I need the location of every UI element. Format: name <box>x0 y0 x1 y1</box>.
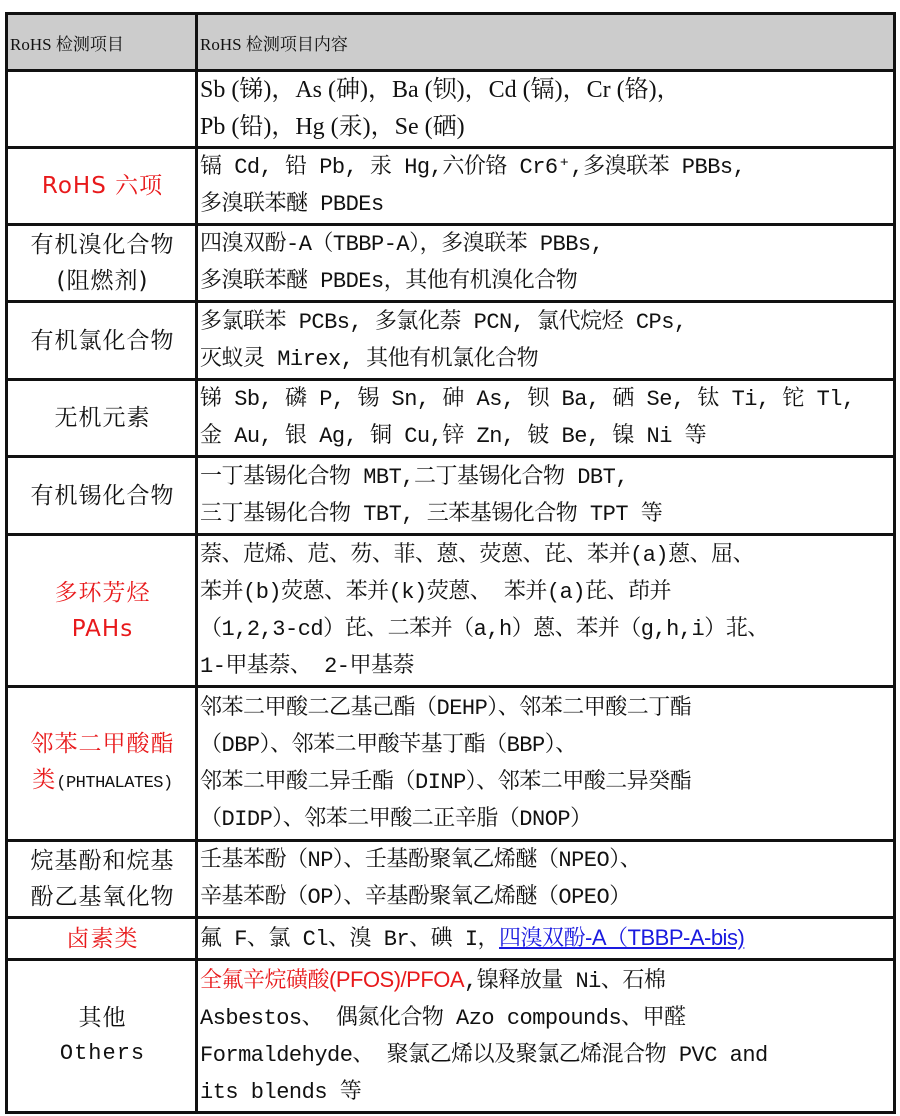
category-cell <box>7 71 197 148</box>
rohs-table <box>5 12 896 1114</box>
content-cell <box>197 71 895 148</box>
category-line <box>10 762 195 802</box>
content-cell <box>197 535 895 687</box>
category-line-en: (PHTHALATES) <box>56 773 173 793</box>
content-line: 镉 Cd, 铅 Pb, 汞 Hg,六价铬 Cr6⁺,多溴联苯 PBBs, <box>200 155 746 180</box>
table-row <box>7 457 895 535</box>
content-line: 邻苯二甲酸二乙基己酯（DEHP）、邻苯二甲酸二丁酯 <box>200 695 692 721</box>
content-line: its blends 等 <box>200 1080 362 1105</box>
content-line: 一丁基锡化合物 MBT,二丁基锡化合物 DBT, <box>200 464 629 490</box>
category-line: Others <box>59 1041 146 1066</box>
content-line: Asbestos、 偶氮化合物 Azo compounds、甲醛 <box>200 1006 686 1031</box>
content-line: 金 Au, 银 Ag, 铜 Cu,锌 Zn, 铍 Be, 镍 Ni 等 <box>200 424 707 449</box>
category-cell: 卤素类 <box>7 918 197 960</box>
content-line: 灭蚁灵 Mirex, 其他有机氯化合物 <box>200 346 539 372</box>
table-row <box>7 535 895 687</box>
category-line: 烷基酚和烷基 <box>30 848 175 874</box>
content-line: 壬基苯酚（NP）、壬基酚聚氧乙烯醚（NPEO）、 <box>200 848 642 873</box>
category-line: 邻苯二甲酸酯 <box>30 730 175 757</box>
table-row <box>7 918 895 960</box>
content-line: 三丁基锡化合物 TBT, 三苯基锡化合物 TPT 等 <box>200 501 663 527</box>
header-test-item: RoHS 检测项目 <box>7 14 197 71</box>
content-line: （DBP）、邻苯二甲酸苄基丁酯（BBP）、 <box>200 732 577 758</box>
content-cell <box>197 380 895 457</box>
pfos-highlight: 全氟辛烷磺酸(PFOS)/PFOA <box>200 967 465 992</box>
content-line: Formaldehyde、 聚氯乙烯以及聚氯乙烯混合物 PVC and <box>200 1043 768 1068</box>
category-line: 酚乙基氧化物 <box>30 884 175 910</box>
category-cell <box>7 687 197 841</box>
category-cell <box>7 535 197 687</box>
content-cell <box>197 302 895 380</box>
content-line: 辛基苯酚（OP）、辛基酚聚氧乙烯醚（OPEO） <box>200 885 631 910</box>
category-line: 多环芳烃 <box>54 579 151 606</box>
table-header-row <box>7 14 895 71</box>
content-cell <box>197 687 895 841</box>
table-row <box>7 225 895 302</box>
table-row <box>7 148 895 225</box>
content-line: 萘、苊烯、苊、芴、菲、蒽、荧蒽、芘、苯并(a)蒽、屈、 <box>200 542 755 568</box>
category-cell <box>7 841 197 918</box>
content-line: 多氯联苯 PCBs, 多氯化萘 PCN, 氯代烷烃 CPs, <box>200 309 687 335</box>
content-line: 多溴联苯醚 PBDEs，其他有机溴化合物 <box>200 269 578 294</box>
category-line: 有机溴化合物 <box>30 232 175 258</box>
category-cell <box>7 960 197 1113</box>
table-row <box>7 380 895 457</box>
table-row <box>7 841 895 918</box>
category-line: PAHs <box>71 615 134 642</box>
content-line: 四溴双酚-A（TBBP-A），多溴联苯 PBBs, <box>200 232 604 257</box>
content-cell <box>197 225 895 302</box>
tbbp-a-bis-link[interactable]: 四溴双酚-A（TBBP-A-bis) <box>499 925 745 950</box>
content-cell <box>197 148 895 225</box>
header-test-content: RoHS 检测项目内容 <box>197 14 895 71</box>
content-cell <box>197 918 895 960</box>
table-row <box>7 960 895 1113</box>
content-line: 1-甲基萘、 2-甲基萘 <box>200 653 415 679</box>
category-cell: 无机元素 <box>7 380 197 457</box>
content-line: 多溴联苯醚 PBDEs <box>200 192 384 217</box>
category-line: (阻燃剂) <box>56 268 149 294</box>
content-line <box>200 961 893 1000</box>
content-line: 邻苯二甲酸二异壬酯（DINP）、邻苯二甲酸二异癸酯 <box>200 769 692 795</box>
content-line: Pb (铅)，Hg (汞)，Se (硒) <box>200 114 465 140</box>
table-row <box>7 687 895 841</box>
content-cell <box>197 841 895 918</box>
category-line: 其他 <box>78 1005 127 1031</box>
content-line: （1,2,3-cd）芘、二苯并（a,h）蒽、苯并（g,h,i）苝、 <box>200 616 769 642</box>
category-cell: 有机锡化合物 <box>7 457 197 535</box>
content-cell <box>197 457 895 535</box>
category-cell: 有机氯化合物 <box>7 302 197 380</box>
content-line: Sb (锑)，As (砷)，Ba (钡)，Cd (镉)，Cr (铬)， <box>200 77 681 103</box>
content-line: 锑 Sb, 磷 P, 锡 Sn, 砷 As, 钡 Ba, 硒 Se, 钛 Ti, 铊 Tl, <box>200 387 855 412</box>
table-row <box>7 302 895 380</box>
table-row <box>7 71 895 148</box>
category-cell: RoHS 六项 <box>7 148 197 225</box>
content-line: （DIDP）、邻苯二甲酸二正辛脂（DNOP） <box>200 806 592 832</box>
content-text: ,镍释放量 Ni、石棉 <box>464 969 666 994</box>
content-cell <box>197 960 895 1113</box>
content-line: 苯并(b)荧蒽、苯并(k)荧蒽、 苯并(a)芘、茚并 <box>200 579 672 605</box>
content-text: 氟 F、氯 Cl、溴 Br、碘 I， <box>200 927 500 952</box>
category-line-red: 类 <box>32 766 57 793</box>
category-cell <box>7 225 197 302</box>
